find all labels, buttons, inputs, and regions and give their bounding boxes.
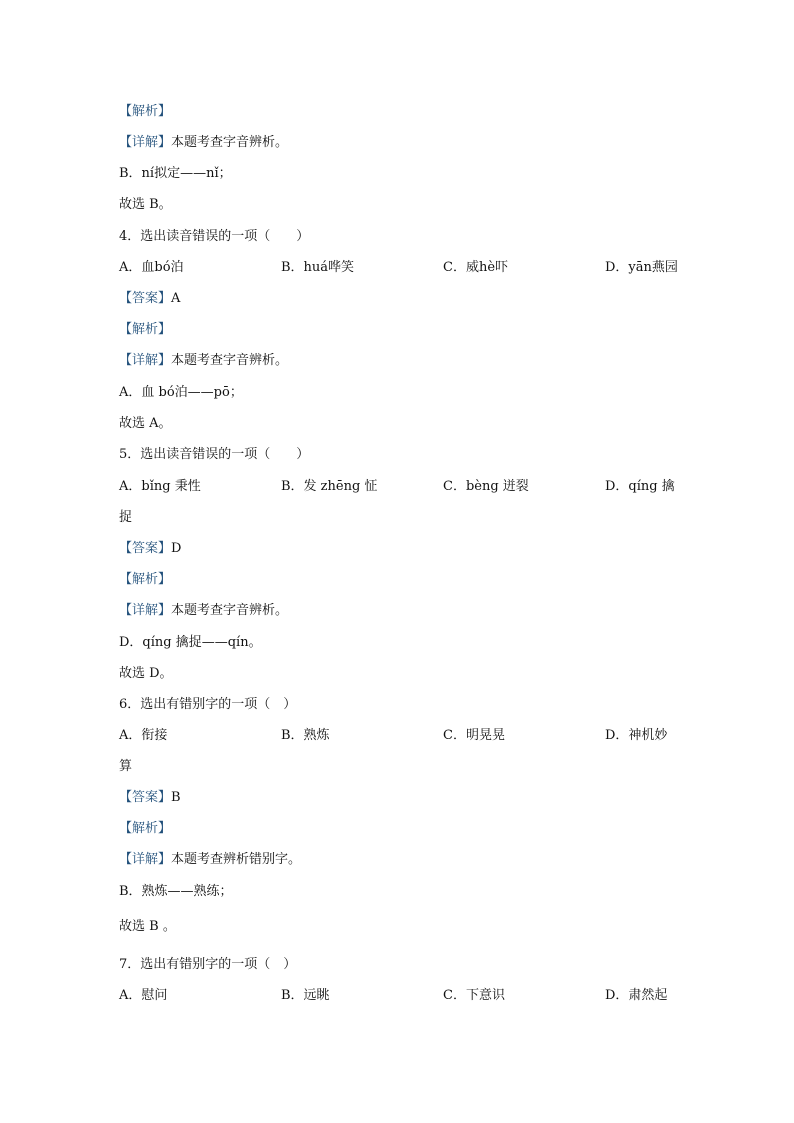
analysis-label: 【解析】 — [119, 322, 172, 337]
answer-line — [119, 540, 181, 558]
q4-option-b: B．huá哗笑 — [281, 260, 355, 275]
q7-option-b: B．远眺 — [281, 988, 330, 1003]
correction-line: B．熟炼——熟练； — [119, 884, 233, 899]
correction-line: D．qíng 擒捉——qín。 — [119, 635, 262, 650]
correction-line: B．ní拟定——nǐ； — [119, 166, 232, 181]
detail-text: 本题考查辨析错别字。 — [171, 852, 302, 867]
question-6-stem: 6．选出有错别字的一项（ ） — [119, 697, 297, 712]
q6-option-b: B．熟炼 — [281, 728, 330, 743]
question-5-stem: 5．选出读音错误的一项（ ） — [119, 447, 310, 462]
q4-option-a: A．血bó泊 — [119, 260, 184, 275]
question-4-stem: 4．选出读音错误的一项（ ） — [119, 229, 310, 244]
conclusion-line: 故选 D。 — [119, 666, 173, 681]
analysis-label: 【解析】 — [119, 104, 172, 119]
q4-option-d: D．yān燕园 — [605, 260, 678, 275]
q6-option-a: A．衔接 — [119, 728, 168, 743]
detail-line — [119, 352, 288, 370]
answer-label: 【答案】 — [119, 291, 172, 306]
q4-option-c: C．威hè吓 — [443, 260, 509, 275]
detail-label: 【详解】 — [119, 135, 172, 150]
detail-line — [119, 602, 288, 620]
conclusion-line: 故选 A。 — [119, 416, 172, 431]
q5-option-d-wrap: 捉 — [119, 510, 133, 525]
detail-label: 【详解】 — [119, 353, 172, 368]
answer-line — [119, 290, 180, 308]
detail-text: 本题考查字音辨析。 — [171, 353, 289, 368]
answer-line — [119, 789, 181, 807]
detail-line — [119, 851, 301, 869]
q7-option-d: D．肃然起 — [605, 988, 668, 1003]
detail-text: 本题考查字音辨析。 — [171, 135, 289, 150]
conclusion-line: 故选 B。 — [119, 197, 172, 212]
q6-option-d-wrap: 算 — [119, 759, 133, 774]
q5-option-a: A．bǐng 秉性 — [119, 479, 201, 494]
conclusion-line: 故选 B 。 — [119, 919, 176, 934]
detail-text: 本题考查字音辨析。 — [171, 603, 289, 618]
analysis-label: 【解析】 — [119, 572, 172, 587]
detail-label: 【详解】 — [119, 852, 172, 867]
answer-value: D — [171, 541, 182, 556]
q6-option-c: C．明晃晃 — [443, 728, 505, 743]
q5-option-c: C．bèng 迸裂 — [443, 479, 529, 494]
q5-option-d: D．qíng 擒 — [605, 479, 675, 494]
question-7-stem: 7．选出有错别字的一项（ ） — [119, 957, 297, 972]
answer-label: 【答案】 — [119, 790, 172, 805]
answer-value: B — [171, 790, 181, 805]
detail-label: 【详解】 — [119, 603, 172, 618]
correction-line: A．血 bó泊——pō； — [119, 385, 243, 400]
q7-option-c: C．下意识 — [443, 988, 505, 1003]
q7-option-a: A．慰问 — [119, 988, 168, 1003]
q5-option-b: B．发 zhēng 怔 — [281, 479, 378, 494]
q6-option-d: D．神机妙 — [605, 728, 668, 743]
detail-line — [119, 134, 288, 152]
answer-value: A — [171, 291, 181, 306]
analysis-label: 【解析】 — [119, 821, 172, 836]
answer-label: 【答案】 — [119, 541, 172, 556]
